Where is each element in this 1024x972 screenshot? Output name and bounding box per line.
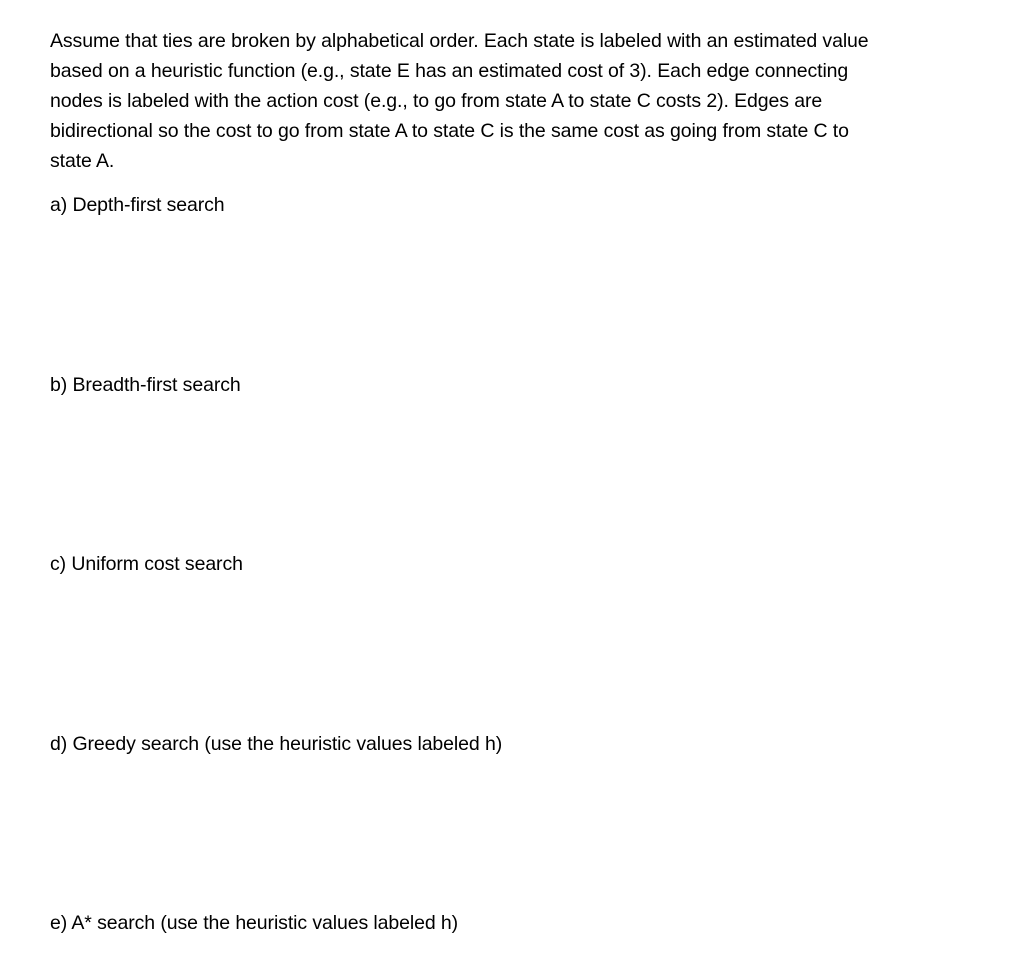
intro-line: nodes is labeled with the action cost (e.g., to go from state A to state C costs 2). Edges are [50,90,823,112]
question-breadth-first-search: b) Breadth-first search [50,374,241,396]
answer-space [50,761,950,901]
question-uniform-cost-search: c) Uniform cost search [50,553,243,575]
question-greedy-search: d) Greedy search (use the heuristic values labeled h) [50,733,503,755]
question-a-star-search: e) A* search (use the heuristic values labeled h) [50,912,459,934]
intro-line: state A. [50,150,115,172]
answer-space [50,222,950,362]
answer-space [50,402,950,542]
intro-line: Assume that ties are broken by alphabetical order. Each state is labeled with an estimated value [50,30,869,52]
intro-line: bidirectional so the cost to go from state A to state C is the same cost as going from state C to [50,120,849,142]
answer-space [50,581,950,721]
question-depth-first-search: a) Depth-first search [50,194,225,216]
intro-line: based on a heuristic function (e.g., state E has an estimated cost of 3). Each edge connecting [50,60,849,82]
